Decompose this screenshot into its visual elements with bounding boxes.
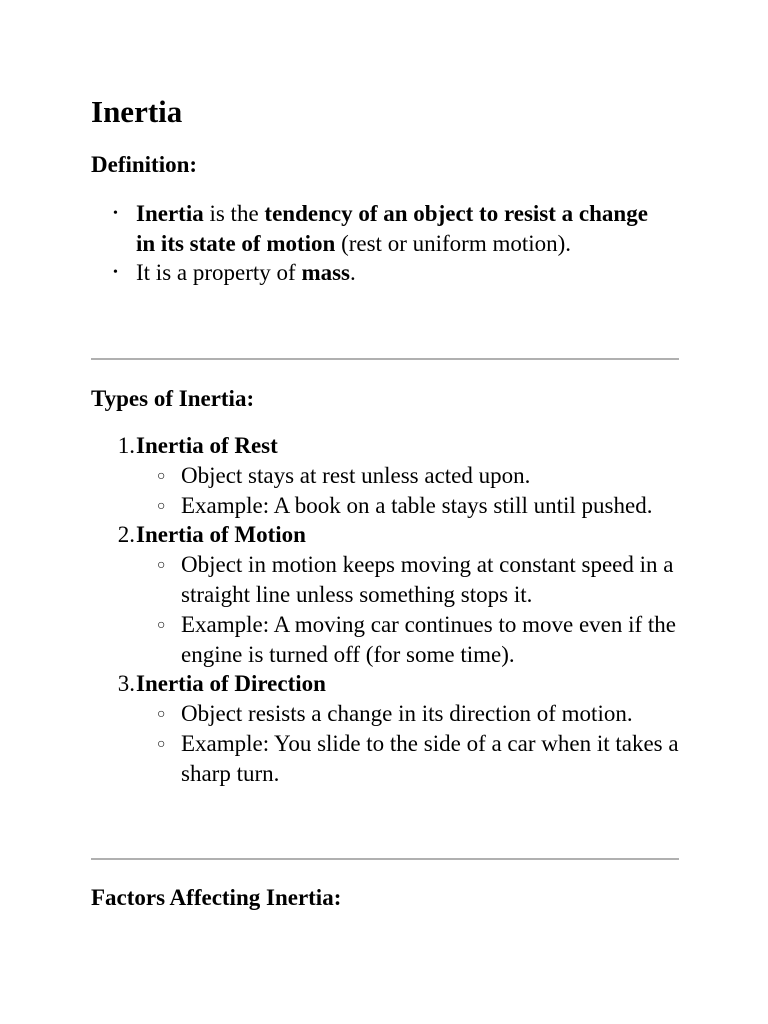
- definition-heading: Definition:: [91, 152, 198, 177]
- property-bold-mass: mass: [301, 260, 350, 285]
- property-text-2: .: [350, 260, 356, 285]
- circle-bullet-icon: ○: [157, 558, 166, 574]
- section-divider: [91, 358, 679, 360]
- circle-bullet-icon: ○: [157, 617, 166, 633]
- circle-bullet-icon: ○: [157, 707, 166, 723]
- type-point-text: Example: A moving car continues to move even if the engine is turned off (for some time).: [181, 611, 677, 667]
- definition-list: [91, 199, 651, 288]
- type-number: 3.: [117, 671, 135, 697]
- circle-bullet-icon: ○: [157, 736, 166, 752]
- section-divider: [91, 858, 679, 860]
- bullet-icon: •: [113, 265, 118, 280]
- type-title: Inertia of Rest: [136, 433, 278, 458]
- types-list: [91, 431, 691, 789]
- property-text-1: It is a property of: [136, 260, 302, 285]
- type-title: Inertia of Motion: [136, 522, 306, 548]
- type-point: [91, 610, 691, 670]
- type-item-rest: [91, 431, 691, 520]
- type-item-motion: [91, 520, 691, 669]
- type-point: [91, 729, 691, 789]
- type-number: 2.: [117, 522, 135, 548]
- term-inertia: Inertia: [136, 201, 204, 226]
- type-points: [91, 550, 691, 669]
- definition-bold-phrase: tendency of an object to resist a change in its state of motion: [136, 201, 648, 256]
- definition-text-1: is the: [203, 201, 265, 226]
- type-points: [91, 699, 691, 788]
- bullet-icon: •: [113, 206, 118, 221]
- circle-bullet-icon: ○: [157, 498, 166, 514]
- page-title: Inertia: [91, 94, 183, 129]
- type-item-direction: [91, 669, 691, 788]
- definition-item-1: [91, 199, 651, 258]
- type-points: [91, 461, 691, 521]
- type-point: [91, 550, 691, 610]
- types-heading: Types of Inertia:: [91, 386, 255, 411]
- type-point: [91, 491, 691, 521]
- factors-heading: Factors Affecting Inertia:: [91, 885, 342, 910]
- type-point: [91, 699, 691, 729]
- type-point-text: Example: You slide to the side of a car when it takes a sharp turn.: [181, 730, 679, 786]
- type-point-text: Object stays at rest unless acted upon.: [181, 462, 531, 488]
- type-point-text: Object resists a change in its direction of motion.: [181, 701, 633, 727]
- type-number: 1.: [117, 433, 135, 458]
- circle-bullet-icon: ○: [157, 468, 166, 484]
- type-title: Inertia of Direction: [136, 671, 326, 697]
- definition-text-2: (rest or uniform motion).: [335, 230, 572, 256]
- type-point-text: Object in motion keeps moving at constant speed in a straight line unless something stops it.: [181, 552, 674, 607]
- type-point: [91, 461, 691, 491]
- definition-item-2: [91, 258, 651, 288]
- type-point-text: Example: A book on a table stays still until pushed.: [181, 492, 653, 518]
